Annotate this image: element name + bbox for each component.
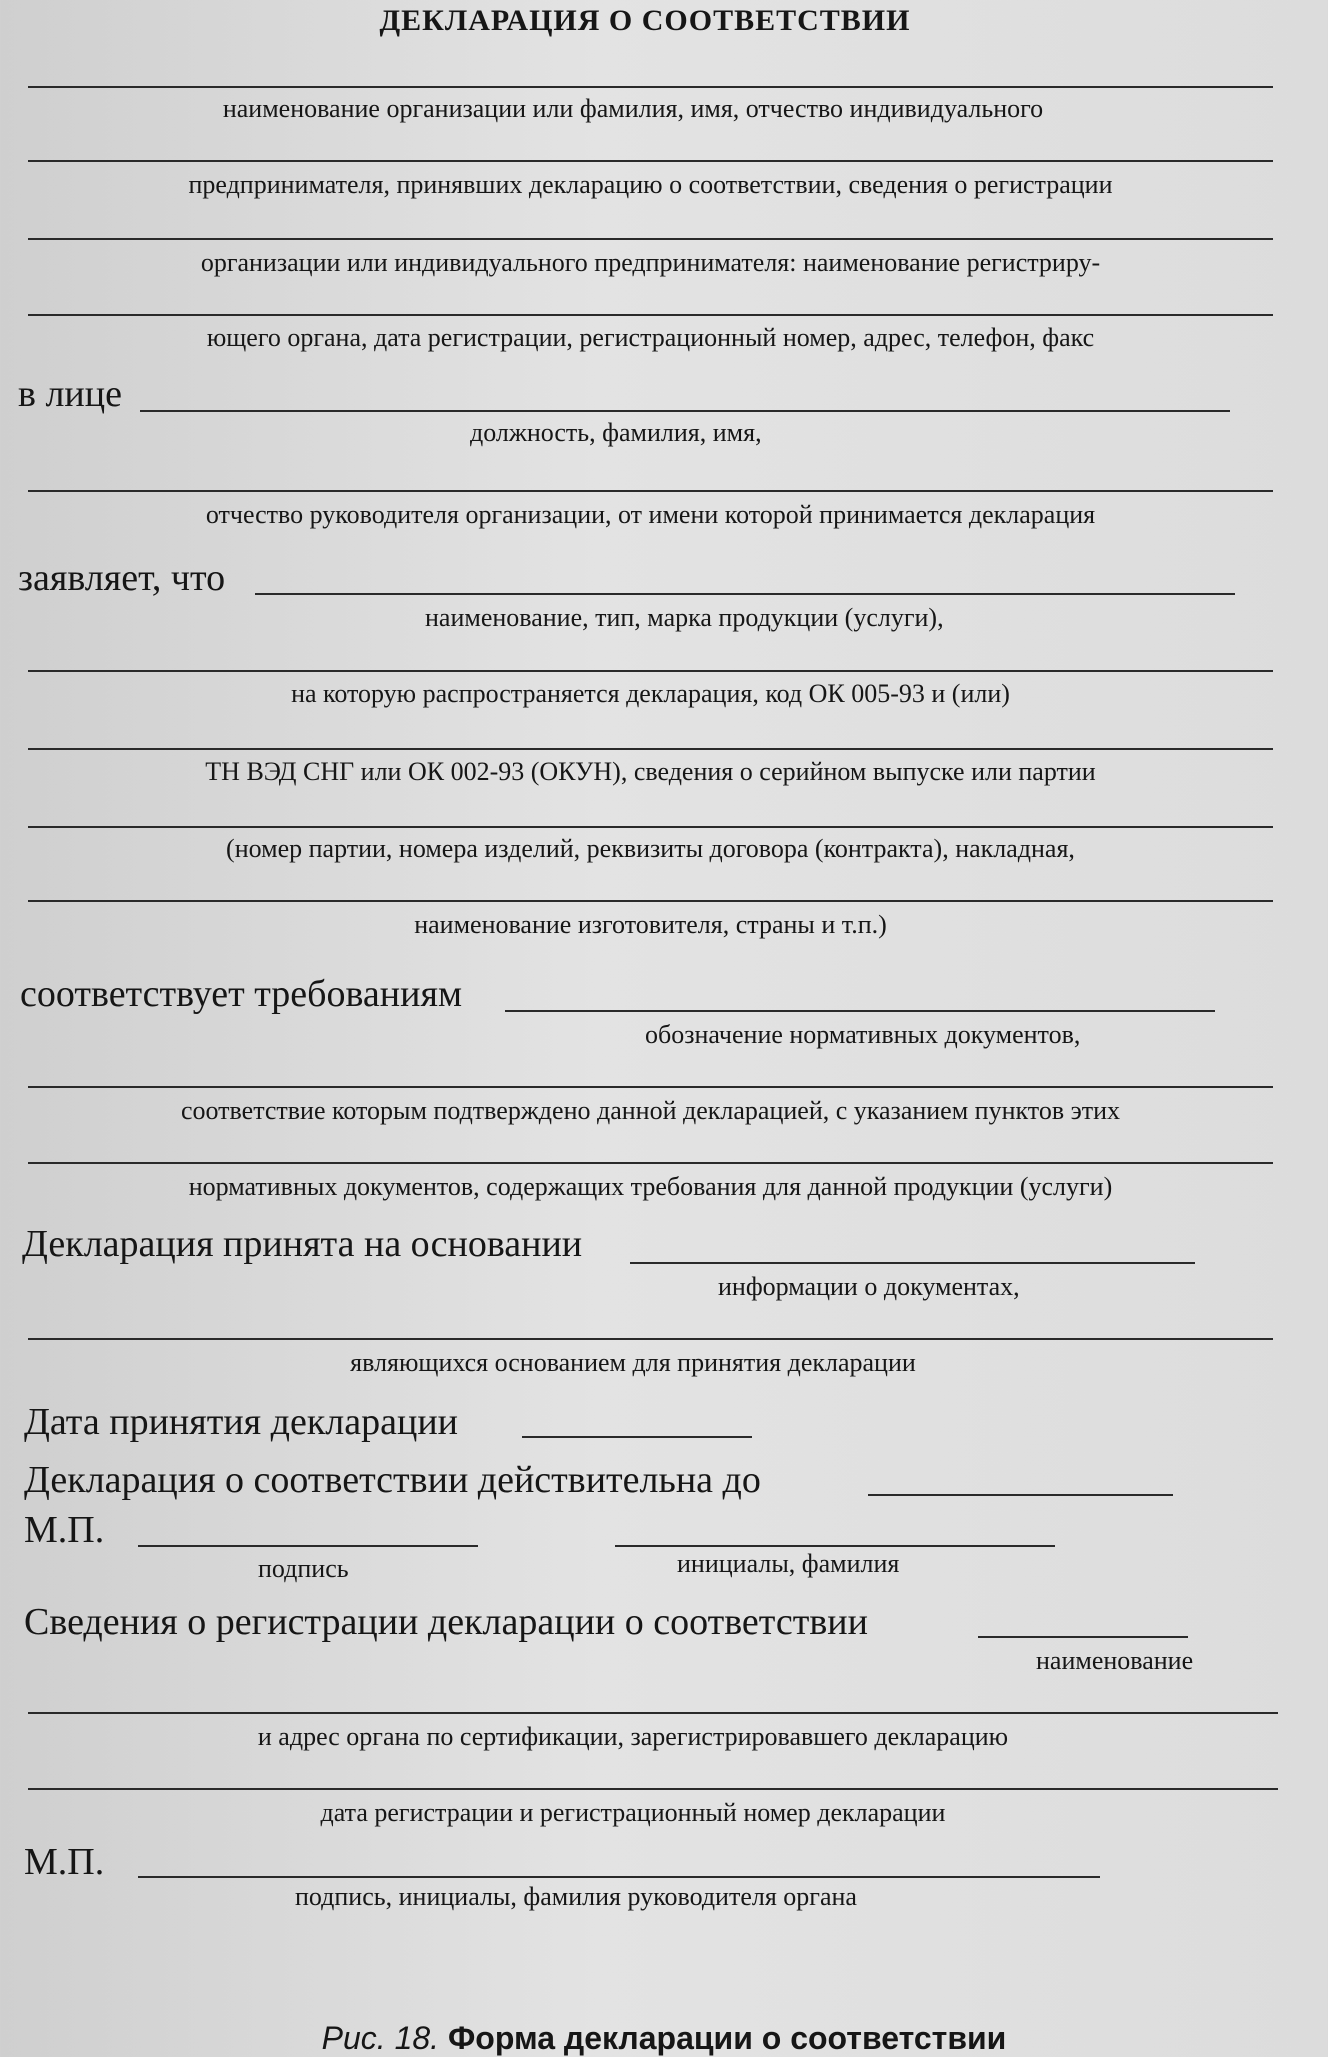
field-hint: дата регистрации и регистрационный номер декларации	[320, 1798, 946, 1827]
lead-stamp-place: М.П.	[24, 1509, 105, 1551]
blank-line	[28, 1086, 1273, 1088]
field-hint: организации или индивидуального предпринимателя: наименование регистриру-	[200, 248, 1101, 277]
field-hint: должность, фамилия, имя,	[470, 418, 762, 447]
field-hint: информации о документах,	[718, 1272, 1020, 1301]
blank-line	[28, 1788, 1278, 1790]
figure-title: Форма декларации о соответствии	[447, 2020, 1007, 2056]
lead-stamp-place-2: М.П.	[24, 1841, 105, 1883]
field-hint: отчество руководителя организации, от имени которой принимается декларация	[205, 500, 1096, 529]
blank-line	[138, 1545, 478, 1547]
field-hint: соответствие которым подтверждено данной декларацией, с указанием пунктов этих	[180, 1096, 1121, 1125]
figure-caption	[0, 2020, 1328, 2057]
blank-line	[868, 1494, 1173, 1496]
field-hint: на которую распространяется декларация, код ОК 005-93 и (или)	[291, 679, 1010, 708]
figure-number: Рис. 18.	[321, 2020, 440, 2056]
lead-basis: Декларация принята на основании	[22, 1223, 583, 1265]
blank-line	[28, 314, 1273, 316]
form-title: ДЕКЛАРАЦИЯ О СООТВЕТСТВИИ	[379, 4, 911, 37]
blank-line	[28, 670, 1273, 672]
field-hint: наименование	[1036, 1646, 1194, 1675]
blank-line	[28, 238, 1273, 240]
lead-registration: Сведения о регистрации декларации о соответствии	[24, 1601, 868, 1643]
blank-line	[28, 1712, 1278, 1714]
lead-complies: соответствует требованиям	[20, 973, 462, 1015]
field-hint: ющего органа, дата регистрации, регистрационный номер, адрес, телефон, факс	[206, 323, 1095, 352]
blank-line	[28, 900, 1273, 902]
blank-line	[28, 826, 1273, 828]
blank-line	[255, 593, 1235, 595]
blank-line	[615, 1545, 1055, 1547]
field-hint: ТН ВЭД СНГ или ОК 002-93 (ОКУН), сведения о серийном выпуске или партии	[205, 757, 1096, 786]
field-hint: наименование организации или фамилия, имя, отчество индивидуального	[222, 94, 1044, 123]
field-hint: (номер партии, номера изделий, реквизиты договора (контракта), накладная,	[226, 834, 1075, 863]
field-hint: инициалы, фамилия	[677, 1549, 900, 1578]
blank-line	[505, 1010, 1215, 1012]
blank-line	[28, 1338, 1273, 1340]
blank-line	[28, 490, 1273, 492]
blank-line	[28, 748, 1273, 750]
blank-line	[28, 86, 1273, 88]
blank-line	[138, 1876, 1100, 1878]
lead-valid-until: Декларация о соответствии действительна до	[24, 1459, 761, 1501]
blank-line	[978, 1636, 1188, 1638]
lead-date: Дата принятия декларации	[24, 1401, 459, 1443]
field-hint: предпринимателя, принявших декларацию о соответствии, сведения о регистрации	[188, 170, 1113, 199]
blank-line	[522, 1436, 752, 1438]
field-hint: нормативных документов, содержащих требования для данной продукции (услуги)	[188, 1172, 1113, 1201]
field-hint: подпись, инициалы, фамилия руководителя органа	[295, 1882, 857, 1911]
field-hint: подпись	[258, 1554, 349, 1583]
field-hint: обозначение нормативных документов,	[645, 1020, 1081, 1049]
blank-line	[28, 160, 1273, 162]
blank-line	[28, 1162, 1273, 1164]
blank-line	[140, 410, 1230, 412]
lead-declares: заявляет, что	[18, 557, 226, 599]
field-hint: являющихся основанием для принятия декларации	[350, 1348, 916, 1377]
lead-in-person: в лице	[18, 373, 122, 415]
blank-line	[630, 1262, 1195, 1264]
field-hint: наименование изготовителя, страны и т.п.)	[414, 910, 887, 939]
field-hint: наименование, тип, марка продукции (услуги),	[425, 603, 944, 632]
field-hint: и адрес органа по сертификации, зарегистрировавшего декларацию	[257, 1722, 1009, 1751]
